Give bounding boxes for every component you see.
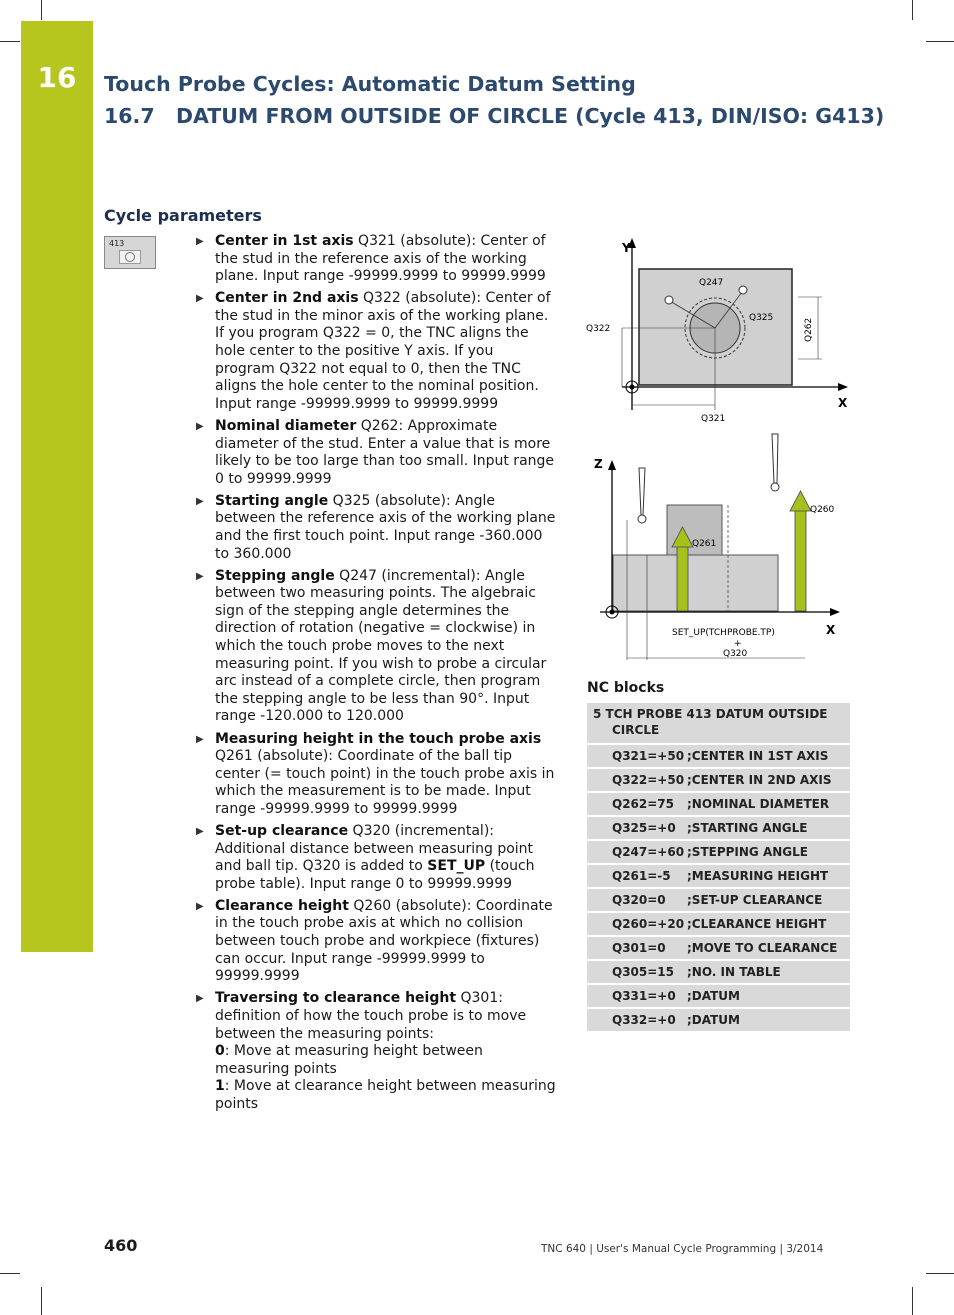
bullet-arrow-icon: ▶ — [196, 293, 204, 305]
crop-mark — [926, 1273, 954, 1274]
crop-mark — [41, 1287, 42, 1315]
crop-mark — [912, 1287, 913, 1315]
crop-mark — [41, 0, 42, 20]
workpiece-side-view — [613, 555, 778, 611]
nc-blocks-heading: NC blocks — [587, 680, 665, 696]
bullet-arrow-icon: ▶ — [196, 495, 204, 507]
bullet-arrow-icon: ▶ — [196, 733, 204, 745]
x-axis-label: X — [838, 396, 848, 410]
q260-arrow — [795, 509, 806, 611]
q322-label: Q322 — [586, 324, 611, 334]
plus-label: + — [734, 639, 742, 649]
crop-mark — [0, 1273, 20, 1274]
section-number: 16.7 — [104, 104, 155, 128]
table-row — [587, 703, 850, 744]
param-center-1st-axis: ▶ Center in 1st axis Q321 (absolute): Center of the stud in the reference axis of the working plane. Input range -99999.9999 to 99999.9999 — [196, 233, 546, 285]
softkey-number: 413 — [109, 239, 125, 248]
touch-probe-stylus-icon — [639, 468, 645, 515]
q262-label: Q262 — [804, 317, 814, 342]
setup-label: SET_UP(TCHPROBE.TP) — [672, 628, 775, 638]
touch-probe-stylus-icon — [772, 434, 778, 483]
chapter-title: Touch Probe Cycles: Automatic Datum Setting — [104, 72, 636, 96]
param-measuring-height: ▶ Measuring height in the touch probe axis Q261 (absolute): Coordinate of the ball tip center (= touch point) in the touch probe axis in which the measurement is to be made. Input range -99999.9999 to 99999.9999 — [196, 730, 555, 817]
q261-label: Q261 — [692, 539, 717, 549]
q261-arrow — [677, 545, 688, 611]
crop-mark — [912, 0, 913, 20]
table-row: Q332=+0 ;DATUM — [587, 1008, 850, 1032]
arrow-up-icon — [790, 491, 811, 511]
xz-diagram — [582, 428, 854, 668]
table-row: Q322=+50 ;CENTER IN 2ND AXIS — [587, 768, 850, 792]
table-row: Q305=15 ;NO. IN TABLE — [587, 960, 850, 984]
table-row: Q247=+60 ;STEPPING ANGLE — [587, 840, 850, 864]
page-number: 460 — [104, 1236, 138, 1255]
param-starting-angle: ▶ Starting angle Q325 (absolute): Angle between the reference axis of the working plane and the first touch point. Input range -360.000 to 360.000 — [196, 492, 556, 562]
x-axis-arrow-icon — [830, 608, 840, 616]
z-axis-arrow-icon — [608, 460, 616, 470]
chapter-number: 16 — [37, 61, 77, 94]
table-row: Q261=-5 ;MEASURING HEIGHT — [587, 864, 850, 888]
bullet-arrow-icon: ▶ — [196, 570, 204, 582]
xy-diagram — [582, 232, 854, 428]
bullet-arrow-icon: ▶ — [196, 993, 204, 1005]
table-row: Q260=+20 ;CLEARANCE HEIGHT — [587, 912, 850, 936]
param-center-2nd-axis: ▶ Center in 2nd axis Q322 (absolute): Center of the stud in the minor axis of the working plane. If you program Q322 = 0, the TNC aligns the hole center to the positive Y axis. If you program Q322 not equal to 0, then the TNC aligns the hole center to the nominal position. Input range -99999.9999 to 99999.9999 — [196, 290, 551, 412]
footer-info: TNC 640 | User's Manual Cycle Programming | 3/2014 — [541, 1243, 824, 1255]
parameter-list — [196, 233, 556, 1118]
bullet-arrow-icon: ▶ — [196, 826, 204, 837]
z-axis-label: Z — [594, 457, 603, 471]
x-axis-arrow-icon — [838, 383, 848, 391]
q320-label: Q320 — [723, 649, 748, 659]
bullet-arrow-icon: ▶ — [196, 900, 204, 912]
probe-ball-icon — [771, 483, 779, 491]
chapter-tab — [21, 21, 93, 952]
bullet-arrow-icon: ▶ — [196, 420, 204, 432]
table-row: Q331=+0 ;DATUM — [587, 984, 850, 1008]
crop-mark — [926, 41, 954, 42]
param-clearance-height: ▶ Clearance height Q260 (absolute): Coordinate in the touch probe axis at which no collision between touch probe and workpiece (fixtures) can occur. Input range -99999.9999 to 99999.9999 — [196, 897, 553, 985]
probe-point-icon — [665, 296, 673, 304]
cycle-parameters-heading: Cycle parameters — [104, 206, 262, 225]
param-stepping-angle: ▶ Stepping angle Q247 (incremental): Angle between two measuring points. The algebraic sign of the stepping angle determines the direction of rotation (negative = clockwise) in which the touch probe moves to the next measuring point. If you wish to probe a circular arc instead of a complete circle, then program the stepping angle to be less than 90°. Input range -120.000 to 120.000 — [196, 567, 547, 725]
nc-blocks-table — [587, 703, 850, 1033]
nc-header-cell: 5 TCH PROBE 413 DATUM OUTSIDE CIRCLE — [587, 703, 850, 744]
q247-label: Q247 — [699, 278, 724, 288]
x-axis-label: X — [826, 623, 836, 637]
table-row: Q262=75 ;NOMINAL DIAMETER — [587, 792, 850, 816]
param-traversing: ▶ Traversing to clearance height Q301: definition of how the touch probe is to move between the measuring points: 0: Move at measuring height between measuring points 1: Move at clearance height between measuring points — [196, 990, 556, 1112]
circle-icon — [119, 250, 141, 264]
q260-label: Q260 — [810, 505, 835, 515]
bullet-arrow-icon: ▶ — [196, 236, 204, 247]
q325-label: Q325 — [749, 313, 774, 323]
table-row: Q325=+0 ;STARTING ANGLE — [587, 816, 850, 840]
cycle-softkey[interactable] — [104, 236, 156, 269]
y-axis-label: Y — [622, 241, 631, 255]
probe-point-icon — [739, 286, 747, 294]
table-row: Q321=+50 ;CENTER IN 1ST AXIS — [587, 744, 850, 768]
table-row: Q301=0 ;MOVE TO CLEARANCE — [587, 936, 850, 960]
table-row: Q320=0 ;SET-UP CLEARANCE — [587, 888, 850, 912]
param-nominal-diameter: ▶ Nominal diameter Q262: Approximate diameter of the stud. Enter a value that is more likely to be too large than too small. Input range 0 to 99999.9999 — [196, 417, 555, 487]
section-title — [104, 104, 884, 128]
q321-label: Q321 — [701, 414, 726, 424]
section-name: DATUM FROM OUTSIDE OF CIRCLE (Cycle 413, DIN/ISO: G413) — [176, 104, 885, 128]
crop-mark — [0, 41, 20, 42]
probe-ball-icon — [638, 515, 646, 523]
param-setup-clearance: ▶ Set-up clearance Q320 (incremental): Additional distance between measuring point and ball tip. Q320 is added to SET_UP (touch probe table). Input range 0 to 99999.9999 — [196, 823, 535, 892]
